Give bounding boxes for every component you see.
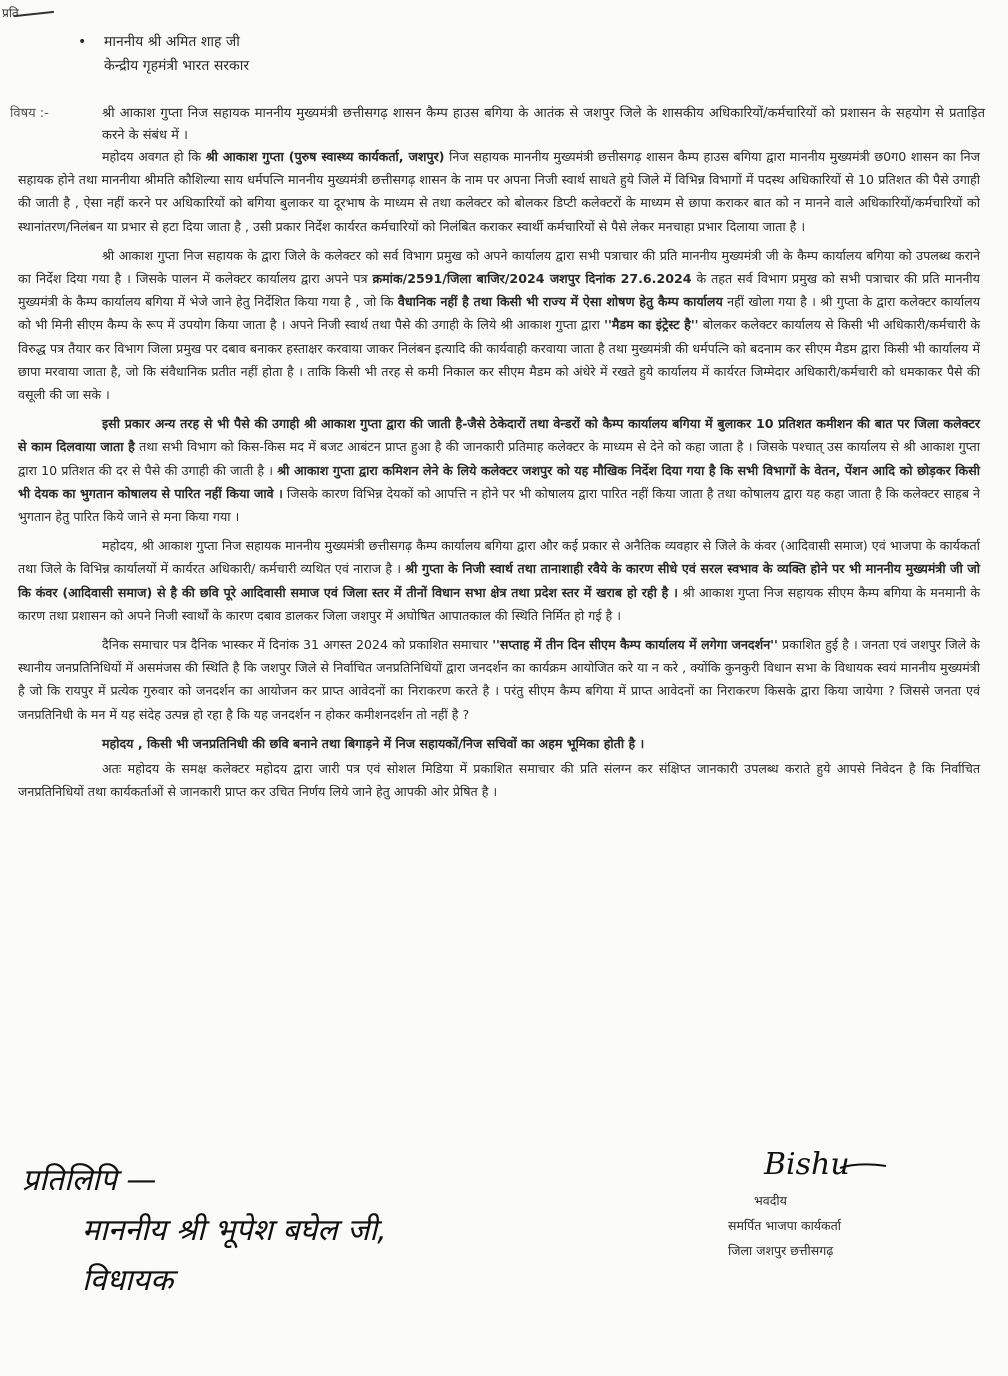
bold-text-run: वैधानिक नहीं है तथा किसी भी राज्य में ऐसा शोषण हेतु कैम्प कार्यालय	[397, 294, 723, 310]
text-run: के तहत सर्व विभाग प्रमुख को सभी पत्राचार की प्रति माननीय मुख्यमंत्री के कैम्प कार्यालय बगिया में भेजे जाने हेतु निर्देशित किया गया है , जो कि	[18, 271, 980, 310]
bold-text-run: श्री गुप्ता के निजी स्वार्थ तथा तानाशाही रवैये के कारण सीधे एवं सरल स्वभाव के व्यक्ति होने पर भी माननीय मुख्यमंत्री जी जो कि कंवर (आदिवासी समाज) से है की छवि पूरे आदिवासी समाज एवं जिला स्तर में तीनों विधान सभा क्षेत्र तथा प्रदेश स्तर में खराब हो रही है ।	[18, 561, 980, 600]
sender-place: जिला जशपुर छत्तीसगढ़	[728, 1243, 834, 1258]
handwritten-signature	[758, 1138, 898, 1188]
text-run: बोलकर कलेक्टर कार्यालय से किसी भी अधिकारी/कर्मचारी के विरुद्ध पत्र तैयार कर विभाग जिला प्रमुख पर दबाव बनाकर हस्ताक्षर करवाया जाकर निलंबन इत्यादि की कार्यवाही करवाया जाता है तथा मुख्यमंत्री की धर्मपत्नि को बदनाम कर सीएम मैडम द्वारा किसी भी कार्यालय में छापा मरवाया जाता है, जो कि संवैधानिक प्रतीत नहीं होता है । ताकि किसी भी तरह से कमी निकाल कर सीएम मैडम को अंधेरे में रखते हुये कार्यालय में कार्यरत जिम्मेदार अधिकारी/कर्मचारी को धमकाकर पैसे की वसूली की जा सके ।	[18, 317, 981, 403]
text-run: नहीं खोला गया है । श्री गुप्ता के द्वारा कलेक्टर कार्यालय को भी मिनी सीएम कैम्प के रूप में उपयोग किया जाता है । अपने निजी स्वार्थ तथा पैसे की उगाही के लिये श्री आकाश गुप्ता द्वारा	[18, 294, 980, 333]
copy-to-designation: विधायक	[82, 1263, 174, 1298]
bold-text-run: इसी प्रकार अन्य तरह से भी पैसे की उगाही श्री आकाश गुप्ता द्वारा की जाती है-जैसे ठेकेदारों तथा वेन्डरों को कैम्प कार्यालय बगिया में बुलाकर 10 प्रतिशत कमीशन की बात पर जिला कलेक्टर से काम दिलवाया जाता है	[18, 416, 980, 455]
addressee-name: माननीय श्री अमित शाह जी	[104, 34, 240, 50]
bold-text-run: ''मैडम का इंट्रेस्ट है''	[604, 317, 699, 333]
letter-body	[18, 145, 980, 809]
corner-mark: प्रति	[2, 6, 19, 20]
bold-text-run: महोदय , किसी भी जनप्रतिनिधी की छवि बनाने तथा बिगाड़ने में निज सहायकों/निज सचिवों का अहम भूमिका होती है ।	[102, 735, 645, 751]
text-run: महोदय, श्री आकाश गुप्ता निज सहायक माननीय मुख्यमंत्री छत्तीसगढ़ कैम्प कार्यालय बगिया द्वारा और कई प्रकार से अनैतिक व्यवहार से जिले के कंवर (आदिवासी समाज) एवं भाजपा के कार्यकर्ता तथा जिले के विभिन्न कार्यालयों में कार्यरत अधिकारी/ कर्मचारी व्यथित एवं नाराज है ।	[18, 538, 980, 577]
text-run: जिसके कारण विभिन्न देयकों को आपत्ति न होने पर भी कोषालय द्वारा पारित नहीं किया जाता है तथा कोषालय द्वारा यह कहा जाता है कि कलेक्टर साहब ने भुगतान हेतु पारित किये जाने से मना किया गया ।	[18, 485, 980, 525]
paragraph-3	[18, 412, 980, 528]
signature-block	[728, 1138, 988, 1258]
paragraph-1	[18, 145, 980, 238]
paragraph-5	[18, 633, 980, 726]
handwritten-copy-note	[22, 1152, 582, 1302]
subject-text: श्री आकाश गुप्ता निज सहायक माननीय मुख्यमंत्री छत्तीसगढ़ शासन कैम्प हाउस बगिया के आतंक से जशपुर जिले के शासकीय अधिकारियों/कर्मचारियों को प्रशासन के सहयोग से प्रताड़ित करने के संबंध में ।	[102, 106, 985, 143]
copy-to-label: प्रतिलिपि —	[22, 1163, 157, 1198]
paragraph-7	[18, 757, 980, 803]
closing-word: भवदीय	[754, 1193, 787, 1208]
signature-text: Bishu	[764, 1147, 850, 1182]
text-run: दैनिक समाचार पत्र दैनिक भास्कर में दिनांक 31 अगस्त 2024 को प्रकाशित समाचार	[102, 637, 493, 653]
text-run: श्री आकाश गुप्ता निज सहायक सीएम कैम्प बगिया के मनमानी के कारण तथा प्रशासन को अपने निजी स्वार्थों के कारण दबाव डालकर जिला जशपुर में अघोषित आपातकाल की स्थिति निर्मित हो गई है ।	[18, 584, 980, 623]
paragraph-2	[18, 244, 980, 406]
corner-strike-line	[14, 11, 54, 17]
bold-text-run: श्री आकाश गुप्ता द्वारा कमिशन लेने के लिये कलेक्टर जशपुर को यह मौखिक निर्देश दिया गया है कि सभी विभागों के वेतन, पेंशन आदि को छोड़कर किसी भी देयक का भुगतान कोषालय से पारित नहीं किया जावे ।	[18, 462, 981, 501]
addressee-designation: केन्द्रीय गृहमंत्री भारत सरकार	[104, 58, 250, 74]
copy-to-recipient: माननीय श्री भूपेश बघेल जी,	[82, 1213, 387, 1248]
paragraph-4	[18, 534, 980, 627]
closing-lines	[728, 1188, 841, 1263]
text-run: तथा सभी विभाग को किस-किस मद में बजट आबंटन प्राप्त हुआ है की जानकारी प्रतिमाह कलेक्टर के माध्यम से देने को कहा जाता है । जिसके पश्चात् उस कार्यालय से श्री आकाश गुप्ता द्वारा 10 प्रतिशत की दर से पैसे की उगाही की जाती है ।	[18, 439, 981, 478]
subject-label: विषय :-	[10, 106, 49, 121]
text-run: महोदय अवगत हो कि	[102, 149, 206, 164]
bullet-mark: •	[78, 34, 87, 50]
text-run: श्री आकाश गुप्ता निज सहायक के द्वारा जिले के कलेक्टर को सर्व विभाग प्रमुख को अपने कार्यालय द्वारा सभी पत्राचार की प्रति माननीय मुख्यमंत्री जी के कैम्प कार्यालय बगिया को उपलब्ध कराने का निर्देश दिया गया है । जिसके पालन में कलेक्टर कार्यालय द्वारा अपने पत्र	[18, 247, 980, 287]
bold-text-run: श्री आकाश गुप्ता (पुरुष स्वास्थ्य कार्यकर्ता, जशपुर)	[205, 149, 445, 164]
addressee-block	[78, 30, 249, 78]
text-run: अतः महोदय के समक्ष कलेक्टर महोदय द्वारा जारी पत्र एवं सोशल मिडिया में प्रकाशित समाचार की प्रति संलग्न कर संक्षिप्त जानकारी उपलब्ध कराते हुये आपसे निवेदन है कि निर्वाचित जनप्रतिनिधियों तथा कार्यकर्ताओं से जानकारी प्राप्त कर उचित निर्णय लिये जाने हेतु आपकी ओर प्रेषित है ।	[18, 761, 980, 800]
text-run: प्रकाशित हुई है । जनता एवं जशपुर जिले के स्थानीय जनप्रतिनिधियों में असमंजस की स्थिति है कि जशपुर जिले से निर्वाचित जनप्रतिनिधियों द्वारा जनदर्शन का कार्यक्रम आयोजित करे या न करे , क्योंकि कुनकुरी विधान सभा के विधायक स्वयं माननीय मुख्यमंत्री है जो कि रायपुर में प्रत्येक गुरुवार को जनदर्शन का आयोजन कर प्राप्त आवेदनों का निराकरण करते है । परंतु सीएम कैम्प बगिया में प्राप्त आवेदनों का निराकरण किसके द्वारा किया जायेगा ? जिससे जनता एवं जनप्रतिनिधी के मन में यह संदेह उत्पन्न हो रहा है कि यह जनदर्शन न होकर कमीशनदर्शन तो नहीं है ?	[18, 637, 980, 722]
sender-name: समर्पित भाजपा कार्यकर्ता	[728, 1218, 842, 1233]
paragraph-6	[18, 732, 980, 755]
text-run: निज सहायक माननीय मुख्यमंत्री छत्तीसगढ़ शासन कैम्प हाउस बगिया द्वारा माननीय मुख्यमंत्री छ0ग0 शासन का निज सहायक होने तथा माननीया श्रीमति कौशिल्या साय धर्मपत्नि माननीय मुख्यमंत्री छत्तीसगढ़ शासन के नाम पर अपना निजी स्वार्थ साधते हुये जिले में विभिन्न विभागों में पदस्थ अधिकारियों से 10 प्रतिशत की पैसे उगाही की जाती है , ऐसा नहीं करने पर अधिकारियों को बगिया बुलाकर या दूरभाष के माध्यम से तथा कलेक्टर को बोलकर डिप्टी कलेक्टरों के माध्यम से छापा कराकर बात को न मानने वाले अधिकारियों/कर्मचारियों को स्थानांतरण/निलंबन या प्रभार से हटा दिया जाता है , उसी प्रकार निर्देश कार्यरत कर्मचारियों को निलंबित कराकर स्वार्थी कर्मचारियों से पैसे लेकर मनचाहा प्रभार दिलाया जाता है ।	[18, 149, 980, 234]
bold-text-run: ''सप्ताह में तीन दिन सीएम कैम्प कार्यालय में लगेगा जनदर्शन''	[492, 637, 778, 653]
bold-text-run: क्रमांक/2591/जिला बाजिर/2024 जशपुर दिनांक 27.6.2024	[372, 271, 692, 287]
subject-block	[10, 103, 985, 147]
